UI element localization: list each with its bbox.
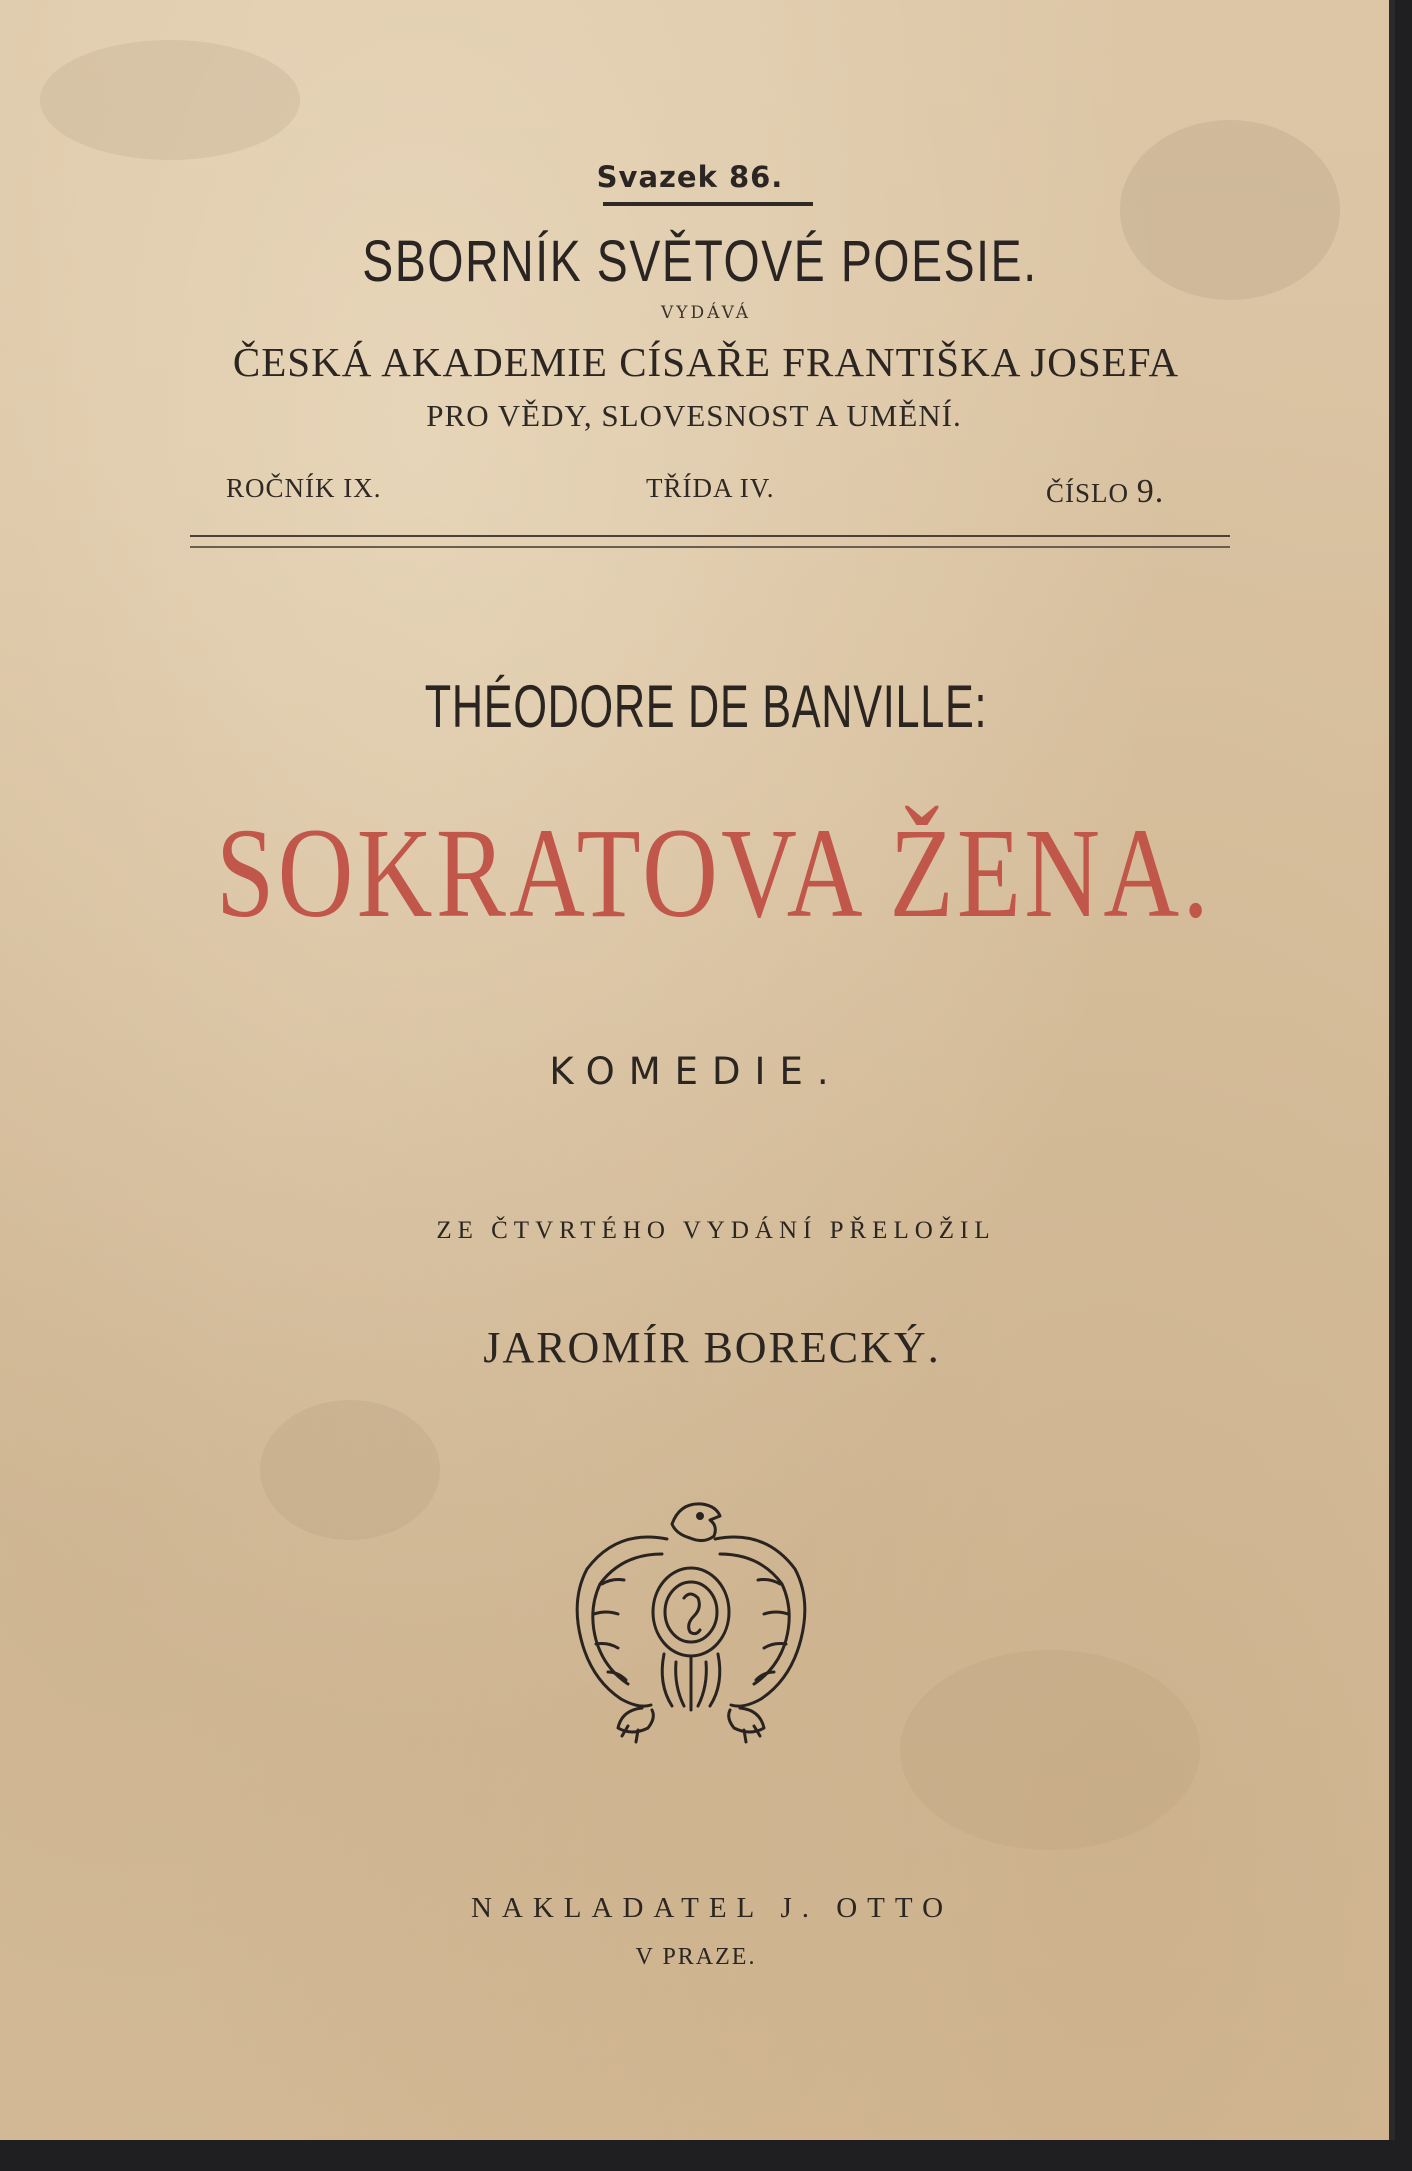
issue-number-value: 9. bbox=[1136, 473, 1165, 510]
issue-number-label: ČÍSLO bbox=[1046, 478, 1130, 508]
publisher-label: VYDÁVÁ bbox=[661, 303, 751, 323]
academy-name: ČESKÁ AKADEMIE CÍSAŘE FRANTIŠKA JOSEFA bbox=[232, 339, 1180, 385]
paper-stain bbox=[260, 1400, 440, 1540]
class-label: TŘÍDA IV. bbox=[646, 473, 775, 503]
author-name: THÉODORE DE BANVILLE: bbox=[424, 673, 988, 740]
divider-rule bbox=[190, 546, 1230, 548]
genre-label: KOMEDIE. bbox=[549, 1050, 843, 1093]
publication-city: V PRAZE. bbox=[635, 1944, 757, 1970]
volume-underline bbox=[603, 202, 813, 206]
paper-stain bbox=[40, 40, 300, 160]
eagle-emblem-icon bbox=[572, 1494, 810, 1748]
paper-stain bbox=[900, 1650, 1200, 1850]
translation-note: ZE ČTVRTÉHO VYDÁNÍ PŘELOŽIL bbox=[436, 1217, 996, 1244]
issue-number bbox=[1046, 473, 1164, 511]
translator-name: JAROMÍR BORECKÝ. bbox=[483, 1323, 941, 1372]
publisher-imprint: NAKLADATEL J. OTTO bbox=[470, 1892, 954, 1924]
volume-number: Svazek 86. bbox=[596, 160, 784, 194]
academy-subtitle: PRO VĚDY, SLOVESNOST A UMĚNÍ. bbox=[426, 398, 962, 433]
divider-rule bbox=[190, 535, 1230, 537]
year-label: ROČNÍK IX. bbox=[226, 473, 382, 503]
series-title: SBORNÍK SVĚTOVÉ POESIE. bbox=[362, 229, 1038, 294]
book-title: SOKRATOVA ŽENA. bbox=[216, 802, 1212, 944]
